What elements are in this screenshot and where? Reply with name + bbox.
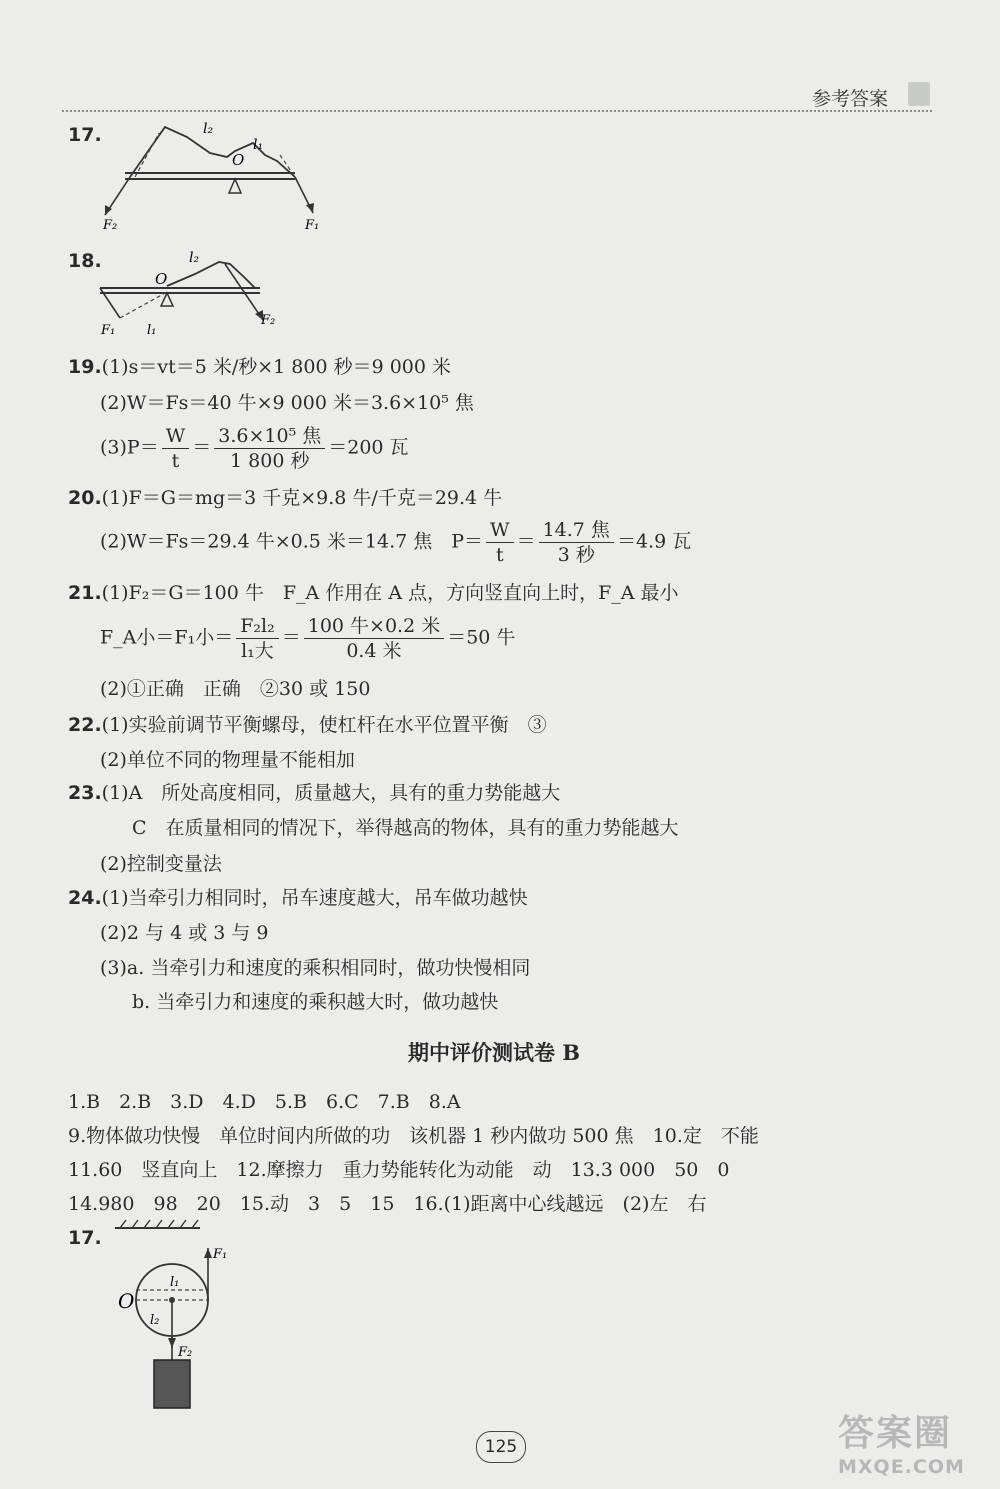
q23-line-3: (2)控制变量法 (100, 853, 222, 875)
watermark-text: 答案圈 (838, 1413, 953, 1454)
sectionB-row-1: 1.B 2.B 3.D 4.D 5.B 6.C 7.B 8.A (68, 1091, 461, 1113)
q21-line-3: (2)①正确 正确 ②30 或 150 (100, 678, 371, 700)
label-l1: l₁ (170, 1275, 180, 1290)
q20-pre: (2)W＝Fs＝29.4 牛×0.5 米＝14.7 焦 P＝ (100, 530, 484, 553)
label-o: O (232, 151, 245, 169)
q20-line-1 (68, 483, 502, 510)
q22-text-1: (1)实验前调节平衡螺母，使杠杆在水平位置平衡 ③ (101, 714, 547, 736)
q19-fraction-1 (162, 424, 190, 473)
q23-number: 23. (68, 782, 102, 804)
q24-line-1 (68, 883, 528, 910)
label-o: O (118, 1289, 135, 1313)
sectionB-row-3: 11.60 竖直向上 12.摩擦力 重力势能转化为动能 动 13.3 000 50 0 (68, 1159, 730, 1181)
label-f2: F₂ (261, 313, 276, 328)
q19-equals: ＝ (192, 436, 212, 459)
ceiling-hatch (120, 1220, 126, 1228)
label-l2: l₂ (189, 250, 200, 266)
label-f1: F₁ (305, 218, 320, 233)
label-f2: F₂ (178, 1345, 193, 1360)
arrowhead-f1 (306, 203, 314, 213)
fulcrum-icon (161, 293, 173, 306)
ceiling-hatch (192, 1220, 198, 1228)
label-f1: F₁ (101, 323, 116, 338)
q19-result: ＝200 瓦 (328, 436, 409, 459)
q22-line-1 (68, 710, 547, 737)
ceiling-hatch (180, 1220, 186, 1228)
ceiling-hatch (168, 1220, 174, 1228)
label-f1: F₁ (213, 1247, 228, 1262)
section-title: 期中评价测试卷 B (408, 1040, 581, 1065)
header-label: 参考答案 (812, 88, 889, 110)
q20-line-2 (100, 518, 691, 567)
frac-denominator: 1 800 秒 (230, 450, 310, 472)
arm-l1-dashed (120, 292, 167, 318)
q19-fraction-2 (214, 424, 325, 473)
q24-text-1: (1)当牵引力相同时，吊车速度越大，吊车做功越快 (101, 887, 528, 909)
q19-line-3 (100, 424, 409, 473)
ceiling-hatch (144, 1220, 150, 1228)
frac-numerator: 14.7 焦 (539, 518, 614, 543)
frac-denominator: t (171, 450, 180, 472)
page-number: 125 (476, 1431, 526, 1463)
q24-line-3: (3)a. 当牵引力和速度的乘积相同时，做功快慢相同 (100, 957, 531, 979)
q18-lever-diagram (95, 240, 295, 340)
frac-numerator: F₂l₂ (236, 614, 279, 639)
q22-number: 22. (68, 714, 102, 736)
q18-number: 18. (68, 250, 102, 272)
q19-line-2: (2)W＝Fs＝40 牛×9 000 米＝3.6×10⁵ 焦 (100, 392, 474, 414)
q20-equals: ＝ (516, 530, 536, 553)
q20-fraction-1 (486, 518, 514, 567)
q20-number: 20. (68, 487, 102, 509)
frac-numerator: 100 牛×0.2 米 (304, 614, 444, 639)
weight-block (154, 1360, 190, 1408)
q17a-number: 17. (68, 124, 102, 146)
ceiling-hatch (156, 1220, 162, 1228)
header-divider (62, 110, 932, 112)
q20-result: ＝4.9 瓦 (616, 530, 692, 553)
frac-numerator: W (486, 518, 514, 543)
label-l1: l₁ (147, 323, 157, 338)
q21-fraction-2 (304, 614, 444, 663)
q17b-pulley-diagram (110, 1218, 250, 1423)
q21-equals: ＝ (281, 626, 301, 649)
q21-fraction-1 (236, 614, 279, 663)
frac-numerator: W (162, 424, 190, 449)
q24-number: 24. (68, 887, 102, 909)
q21-line-2 (100, 614, 515, 663)
frac-numerator: 3.6×10⁵ 焦 (214, 424, 325, 449)
q19-pre: (3)P＝ (100, 436, 159, 459)
arrowhead-f1 (204, 1248, 212, 1258)
q21-number: 21. (68, 582, 102, 604)
frac-denominator: 3 秒 (557, 544, 595, 566)
sectionB-row-2: 9.物体做功快慢 单位时间内所做的功 该机器 1 秒内做功 500 焦 10.定 不能 (68, 1125, 759, 1147)
q24-line-4: b. 当牵引力和速度的乘积越大时，做功越快 (132, 991, 499, 1013)
frac-denominator: l₁大 (241, 640, 274, 662)
header-tab (908, 82, 930, 106)
label-o: O (155, 270, 168, 288)
watermark-url: MXQE.COM (838, 1456, 965, 1478)
q21-pre: F_A小＝F₁小＝ (100, 626, 234, 649)
q23-text-1: (1)A 所处高度相同，质量越大，具有的重力势能越大 (101, 782, 561, 804)
force-line-dashed-left (135, 133, 159, 177)
q22-line-2: (2)单位不同的物理量不能相加 (100, 749, 355, 771)
label-l2: l₂ (150, 1313, 160, 1328)
watermark-logo (838, 1405, 988, 1485)
lever-body (167, 262, 255, 288)
q20-text-1: (1)F＝G＝mg＝3 千克×9.8 牛/千克＝29.4 牛 (101, 487, 503, 509)
q19-number: 19. (68, 356, 102, 378)
q19-text-1: (1)s＝vt＝5 米/秒×1 800 秒＝9 000 米 (101, 356, 452, 378)
label-l1: l₁ (253, 137, 264, 153)
frac-denominator: t (495, 544, 504, 566)
fulcrum-icon (229, 179, 241, 193)
label-l2: l₂ (203, 121, 214, 137)
q17a-lever-diagram (95, 115, 335, 240)
q24-line-2: (2)2 与 4 或 3 与 9 (100, 922, 269, 944)
q21-text-1: (1)F₂＝G＝100 牛 F_A 作用在 A 点，方向竖直向上时，F_A 最小 (101, 582, 679, 604)
label-f2: F₂ (103, 218, 118, 233)
q21-result: ＝50 牛 (447, 626, 516, 649)
q21-line-1 (68, 578, 679, 605)
q20-fraction-2 (539, 518, 614, 567)
sectionB-row-4: 14.980 98 20 15.动 3 5 15 16.(1)距离中心线越远 (2)左 右 (68, 1193, 707, 1215)
q17b-number: 17. (68, 1227, 102, 1249)
q23-line-1 (68, 778, 560, 805)
q23-line-2: C 在质量相同的情况下，举得越高的物体，具有的重力势能越大 (132, 817, 679, 839)
q19-line-1 (68, 352, 451, 379)
frac-denominator: 0.4 米 (346, 640, 402, 662)
ceiling-hatch (132, 1220, 138, 1228)
